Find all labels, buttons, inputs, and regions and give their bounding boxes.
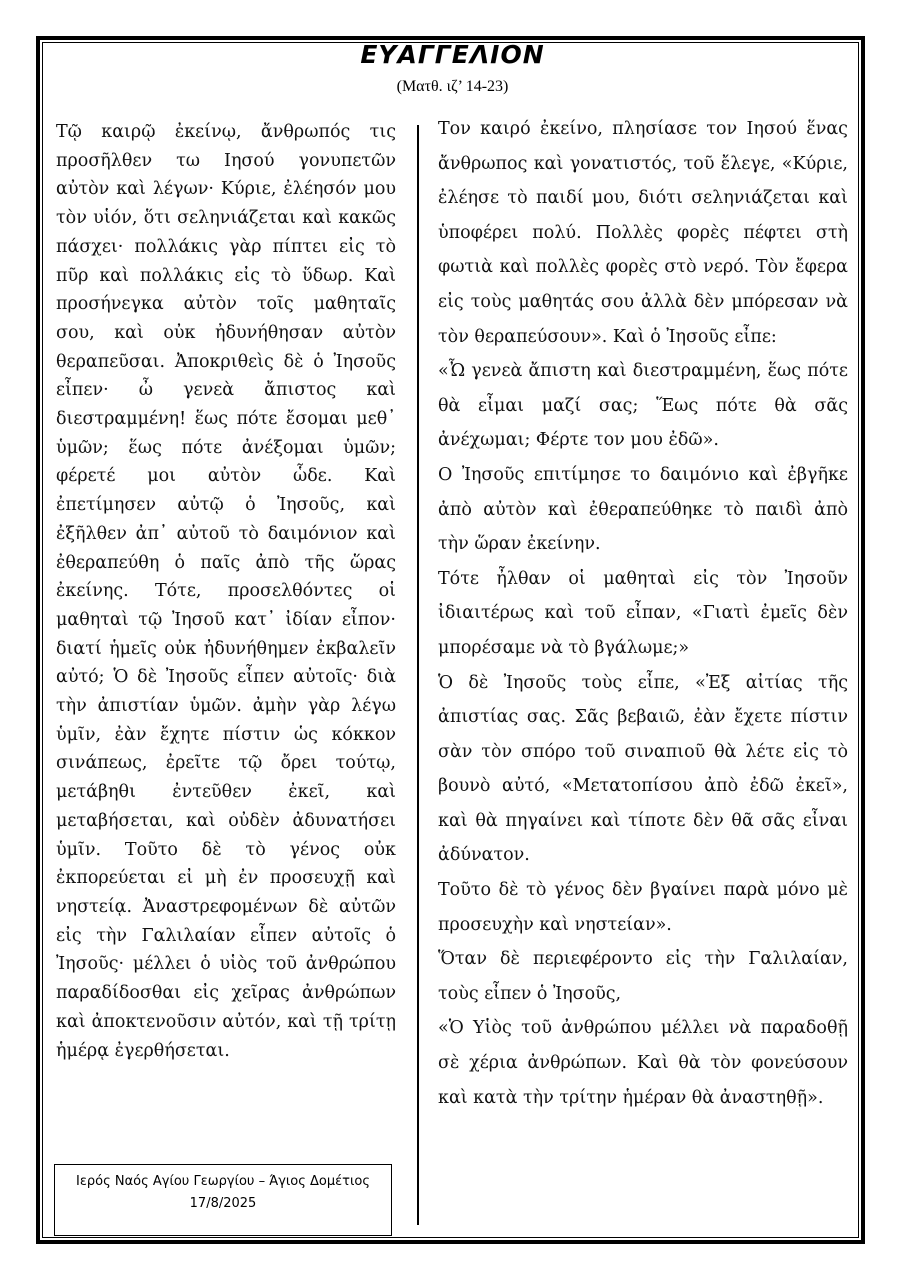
translation-paragraph: Ὁ δὲ Ἰησοῦς τοὺς εἶπε, «Ἐξ αἰτίας τῆς ἀπιστίας σας. Σᾶς βεβαιῶ, ἐὰν ἔχετε πίστιν σὰν τὸν σπόρο τοῦ σιναπιοῦ θὰ λέτε εἰς τὸ βουνὸ αὐτό, «Μετατοπίσου ἀπὸ ἐδῶ ἐκεῖ», καὶ θὰ πηγαίνει καὶ τίποτε δὲν θᾶ σᾶς εἶναι ἀδύνατον. (438, 672, 848, 866)
translation-paragraph: «Ὁ Υἱὸς τοῦ ἀνθρώπου μέλλει νὰ παραδοθῇ σὲ χέρια ἀνθρώπων. Καὶ θὰ τὸν φονεύσουν καὶ κατὰ τὴν τρίτην ἡμέραν θὰ ἀναστηθῇ». (438, 1018, 848, 1108)
column-divider (417, 125, 419, 1225)
translation-paragraph: Τότε ἦλθαν οἱ μαθηταὶ εἰς τὸν Ἰησοῦν ἰδιαιτέρως καὶ τοῦ εἶπαν, «Γιατὶ ἐμεῖς δὲν μπορέσαμε νὰ τὸ βγάλωμε;» (438, 568, 848, 658)
church-info-box (54, 1164, 392, 1236)
translation-paragraph: Ὅταν δὲ περιεφέροντο εἰς τὴν Γαλιλαίαν, τοὺς εἶπεν ὁ Ἰησοῦς, (438, 949, 848, 1004)
service-date: 17/8/2025 (189, 1196, 257, 1211)
ancient-greek-text: Τῷ καιρῷ ἐκείνῳ, ἄνθρωπός τις προσῆλθεν τω Ιησού γονυπετῶν αὐτὸν καὶ λέγων· Κύριε, ἐλέησόν μου τὸν υἱόν, ὅτι σεληνιάζεται καὶ κακῶς πάσχει· πολλάκις γὰρ πίπτει εἰς τὸ πῦρ καὶ πολλάκις εἰς τὸ ὕδωρ. Καὶ προσήνεγκα αὐτὸν τοῖς μαθηταῖς σου, καὶ οὐκ ἠδυνήθησαν αὐτὸν θεραπεῦσαι. Ἀποκριθεὶς δὲ ὁ Ἰησοῦς εἶπεν· ὦ γενεὰ ἄπιστος καὶ διεστραμμένη! ἕως πότε ἔσομαι μεθ᾿ ὑμῶν; ἕως πότε ἀνέξομαι ὑμῶν; φέρετέ μοι αὐτὸν ὧδε. Καὶ ἐπετίμησεν αὐτῷ ὁ Ἰησοῦς, καὶ ἐξῆλθεν ἀπ᾿ αὐτοῦ τὸ δαιμόνιον καὶ ἐθεραπεύθη ὁ παῖς ἀπὸ τῆς ὥρας ἐκείνης. Τότε, προσελθόντες οἱ μαθηταὶ τῷ Ἰησοῦ κατ᾿ ἰδίαν εἶπον· διατί ἡμεῖς οὐκ ἠδυνήθημεν ἐκβαλεῖν αὐτό; Ὁ δὲ Ἰησοῦς εἶπεν αὐτοῖς· διὰ τὴν ἀπιστίαν ὑμῶν. ἀμὴν γὰρ λέγω ὑμῖν, ἐὰν ἔχητε πίστιν ὡς κόκκον σινάπεως, ἐρεῖτε τῷ ὄρει τούτῳ, μετάβηθι ἐντεῦθεν ἐκεῖ, καὶ μεταβήσεται, καὶ οὐδὲν ἀδυνατήσει ὑμῖν. Τοῦτο δὲ τὸ γένος οὐκ ἐκπορεύεται εἰ μὴ ἐν προσευχῇ καὶ νηστείᾳ. Ἀναστρεφομένων δὲ αὐτῶν εἰς τὴν Γαλιλαίαν εἶπεν αὐτοῖς ὁ Ἰησοῦς· μέλλει ὁ υἱὸς τοῦ ἀνθρώπου παραδίδοσθαι εἰς χεῖρας ἀνθρώπων καὶ ἀποκτενοῦσιν αὐτόν, καὶ τῇ τρίτῃ ἡμέρᾳ ἐγερθήσεται. (56, 122, 396, 1061)
scripture-reference: (Ματθ. ιζ’ 14-23) (396, 78, 509, 95)
church-name: Ιερός Ναός Αγίου Γεωργίου – Άγιος Δομέτιος (76, 1174, 370, 1189)
modern-greek-translation-column (438, 112, 848, 1115)
translation-paragraph: «Ὦ γενεὰ ἄπιστη καὶ διεστραμμένη, ἕως πότε θὰ εἶμαι μαζί σας; Ἕως πότε θὰ σᾶς ἀνέχωμαι; Φέρτε τον μου ἐδῶ». (438, 361, 848, 451)
translation-paragraph: Ο Ἰησοῦς επιτίμησε το δαιμόνιο καὶ ἐβγῆκε ἀπὸ αὐτὸν καὶ ἐθεραπεύθηκε τὸ παιδὶ ἀπὸ τὴν ὥραν ἐκείνην. (438, 464, 848, 555)
page-title: ΕΥΑΓΓΕΛΙΟΝ (360, 40, 545, 69)
ancient-greek-text-column (56, 118, 396, 1065)
translation-paragraph: Τοῦτο δὲ τὸ γένος δὲν βγαίνει παρὰ μόνο μὲ προσευχὴν καὶ νηστείαν». (438, 880, 848, 935)
translation-paragraph: Τον καιρό ἐκείνο, πλησίασε τον Ιησού ἕνας ἄνθρωπος καὶ γονατιστός, τοῦ ἔλεγε, «Κύριε, ἐλέησε τὸ παιδί μου, διότι σεληνιάζεται καὶ ὑποφέρει πολύ. Πολλὲς φορὲς πέφτει στὴ φωτιὰ καὶ πολλὲς φορὲς στὸ νερό. Τὸν ἔφερα εἰς τοὺς μαθητάς σου ἀλλὰ δὲν μπόρεσαν νὰ τὸν θεραπεύσουν». Καὶ ὁ Ἰησοῦς εἶπε: (438, 119, 848, 347)
